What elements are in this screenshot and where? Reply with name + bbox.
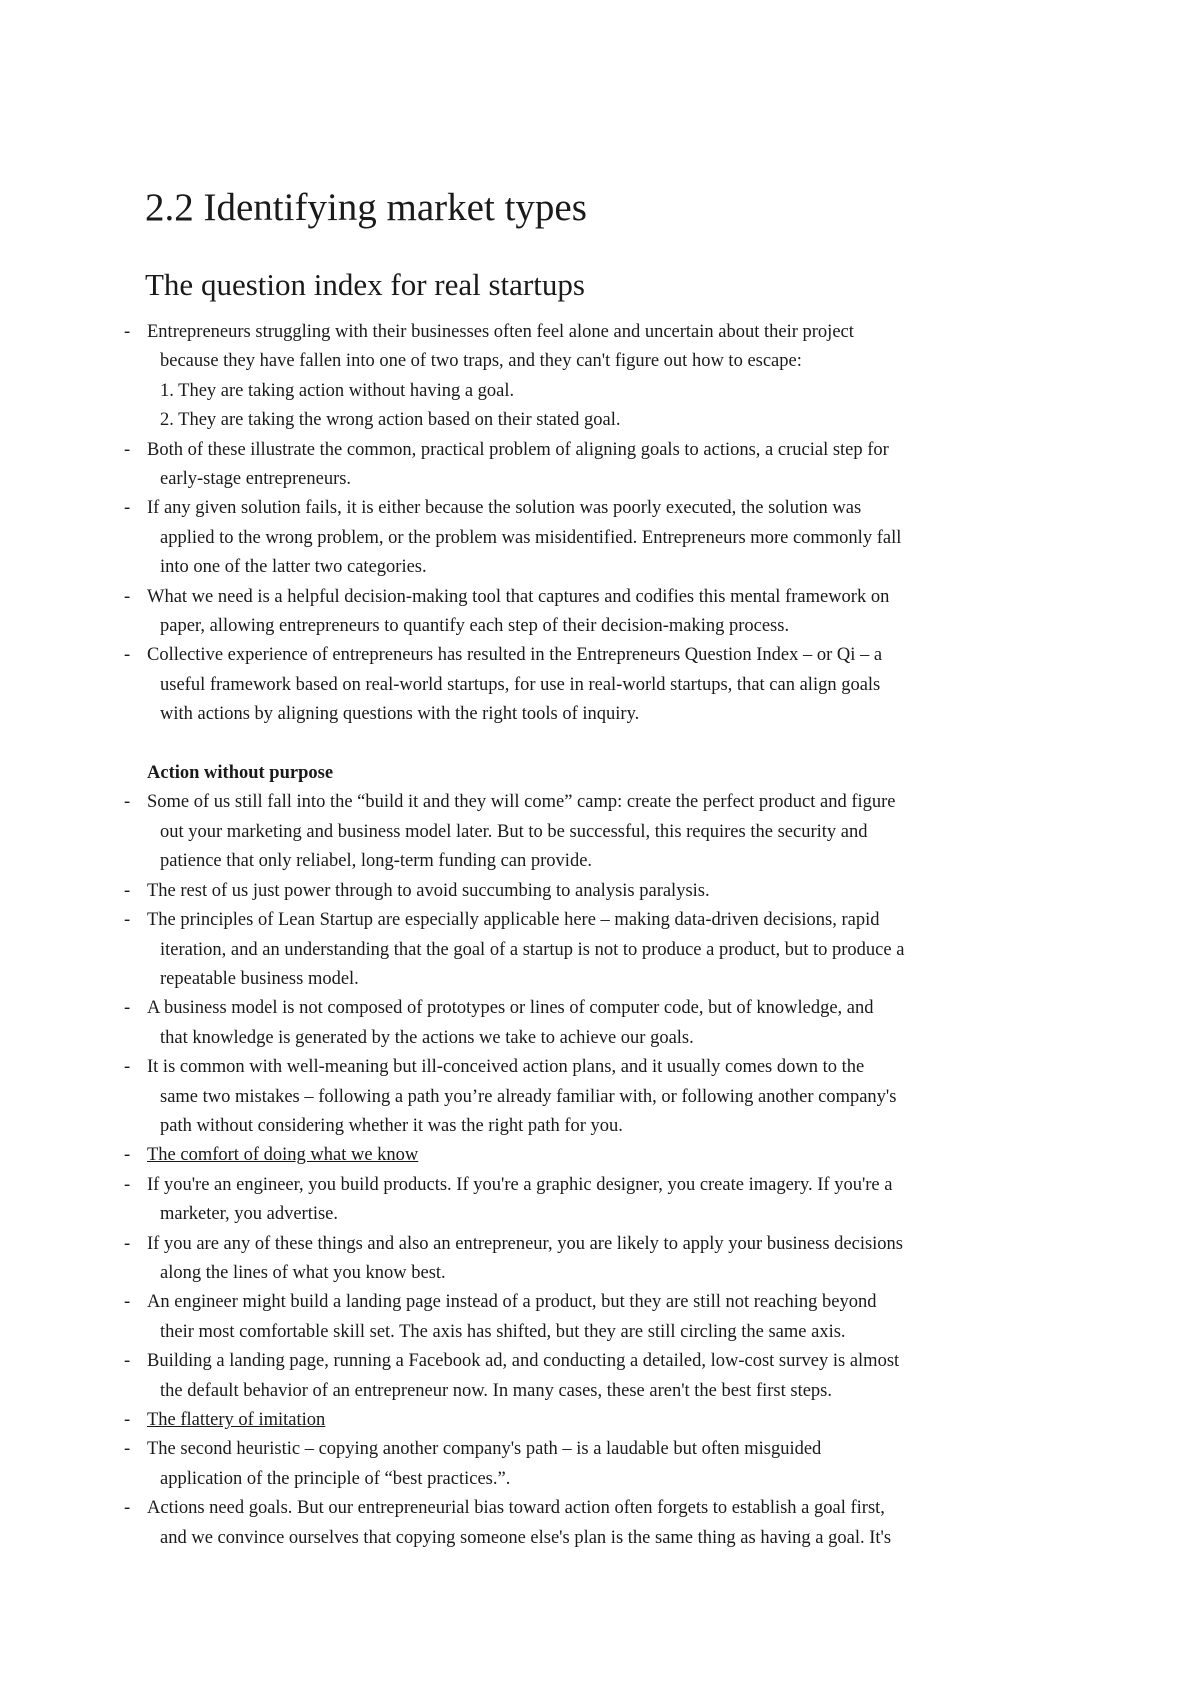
- bullet-item: [0, 877, 1200, 906]
- bullet-item: [0, 994, 1200, 1053]
- paragraph-gap: [0, 730, 1200, 759]
- bullet-line: 1. They are taking action without having a goal.: [160, 380, 515, 401]
- bullet-line: Actions need goals. But our entrepreneurial bias toward action often forgets to establish a goal first,: [147, 1498, 885, 1519]
- bullet-item: [0, 1171, 1200, 1230]
- bullet-item: [0, 641, 1200, 729]
- bullet-line: early-stage entrepreneurs.: [160, 469, 352, 490]
- bullet-item: [0, 1494, 1200, 1553]
- bullet-dash: -: [124, 1410, 131, 1431]
- bullet-dash: -: [124, 1351, 131, 1372]
- bullet-line: If any given solution fails, it is either because the solution was poorly executed, the solution was: [147, 498, 862, 519]
- bullet-line: patience that only reliabel, long-term funding can provide.: [160, 851, 593, 872]
- bullet-list-question-index: [0, 318, 1200, 730]
- bullet-line: A business model is not composed of prototypes or lines of computer code, but of knowledge, and: [147, 998, 874, 1019]
- bullet-dash: -: [124, 910, 131, 931]
- bullet-dash: -: [124, 792, 131, 813]
- subtitle: The question index for real startups: [145, 267, 585, 302]
- bullet-dash: -: [124, 498, 131, 519]
- bullet-line: into one of the latter two categories.: [160, 557, 427, 578]
- bullet-line: repeatable business model.: [160, 968, 359, 989]
- bullet-line: and we convince ourselves that copying someone else's plan is the same thing as having a goal. It's: [160, 1527, 892, 1548]
- bullet-line: along the lines of what you know best.: [160, 1262, 446, 1283]
- bullet-dash: -: [124, 1057, 131, 1078]
- bullet-line: The flattery of imitation: [147, 1410, 326, 1431]
- bullet-item: [0, 1347, 1200, 1406]
- bullet-line: If you're an engineer, you build products. If you're a graphic designer, you create imagery. If you're a: [147, 1174, 893, 1195]
- bullet-line: the default behavior of an entrepreneur now. In many cases, these aren't the best first steps.: [160, 1380, 832, 1401]
- bullet-item: [0, 1053, 1200, 1141]
- bullet-dash: -: [124, 1145, 131, 1166]
- bullet-line: iteration, and an understanding that the goal of a startup is not to produce a product, but to produce a: [160, 939, 905, 960]
- bullet-item: [0, 788, 1200, 876]
- bullet-line: Some of us still fall into the “build it and they will come” camp: create the perfect product and figure: [147, 792, 896, 813]
- bullet-line: An engineer might build a landing page instead of a product, but they are still not reaching beyond: [147, 1292, 877, 1313]
- bullet-dash: -: [124, 586, 131, 607]
- bullet-line: The principles of Lean Startup are especially applicable here – making data-driven decisions, rapid: [147, 910, 880, 931]
- bullet-line: same two mistakes – following a path you’re already familiar with, or following another company's: [160, 1086, 897, 1107]
- bullet-list-action-without-purpose: [0, 788, 1200, 1553]
- bullet-line: Entrepreneurs struggling with their businesses often feel alone and uncertain about their project: [147, 322, 854, 342]
- section-title: 2.2 Identifying market types: [145, 186, 587, 229]
- bullet-line: 2. They are taking the wrong action based on their stated goal.: [160, 410, 621, 431]
- bullet-item: [0, 436, 1200, 495]
- bullet-line: The second heuristic – copying another company's path – is a laudable but often misguided: [147, 1439, 822, 1460]
- bullet-item: [0, 494, 1200, 582]
- bullet-line: because they have fallen into one of two traps, and they can't figure out how to escape:: [160, 351, 802, 372]
- bullet-dash: -: [124, 1439, 131, 1460]
- bullet-dash: -: [124, 1292, 131, 1313]
- bullet-line: The rest of us just power through to avoid succumbing to analysis paralysis.: [147, 880, 710, 901]
- bullet-line: Collective experience of entrepreneurs has resulted in the Entrepreneurs Question Index – or Qi – a: [147, 645, 883, 666]
- bullet-dash: -: [124, 439, 131, 460]
- bullet-dash: -: [124, 998, 131, 1019]
- underlined-subheading-item: [0, 1406, 1200, 1435]
- bullet-dash: -: [124, 322, 131, 342]
- bullet-dash: -: [124, 880, 131, 901]
- document-body: [0, 318, 1200, 1553]
- bullet-dash: -: [124, 1174, 131, 1195]
- bullet-dash: -: [124, 645, 131, 666]
- bullet-line: If you are any of these things and also an entrepreneur, you are likely to apply your business decisions: [147, 1233, 904, 1254]
- bullet-line: useful framework based on real-world startups, for use in real-world startups, that can align goals: [160, 674, 881, 695]
- bullet-item: [0, 318, 1200, 436]
- bullet-line: paper, allowing entrepreneurs to quantify each step of their decision-making process.: [160, 616, 790, 637]
- bullet-dash: -: [124, 1233, 131, 1254]
- subheading-action-without-purpose: Action without purpose: [147, 763, 334, 784]
- bullet-item: [0, 1230, 1200, 1289]
- bullet-line: applied to the wrong problem, or the problem was misidentified. Entrepreneurs more commonly fall: [160, 527, 902, 548]
- bullet-line: It is common with well-meaning but ill-conceived action plans, and it usually comes down to the: [147, 1057, 865, 1078]
- bullet-line: The comfort of doing what we know: [147, 1145, 419, 1166]
- bullet-line: Both of these illustrate the common, practical problem of aligning goals to actions, a crucial step for: [147, 439, 889, 460]
- bullet-line: marketer, you advertise.: [160, 1204, 339, 1225]
- bullet-line: with actions by aligning questions with the right tools of inquiry.: [160, 704, 640, 725]
- bullet-line: their most comfortable skill set. The axis has shifted, but they are still circling the same axis.: [160, 1321, 846, 1342]
- bullet-line: What we need is a helpful decision-making tool that captures and codifies this mental framework on: [147, 586, 890, 607]
- bullet-dash: -: [124, 1498, 131, 1519]
- bullet-item: [0, 1435, 1200, 1494]
- bullet-item: [0, 1288, 1200, 1347]
- bullet-line: application of the principle of “best practices.”.: [160, 1468, 511, 1489]
- bullet-line: out your marketing and business model later. But to be successful, this requires the security and: [160, 821, 868, 842]
- bullet-line: Building a landing page, running a Facebook ad, and conducting a detailed, low-cost survey is almost: [147, 1351, 900, 1372]
- underlined-subheading-item: [0, 1141, 1200, 1170]
- bullet-item: [0, 583, 1200, 642]
- bullet-line: that knowledge is generated by the actions we take to achieve our goals.: [160, 1027, 694, 1048]
- bullet-line: path without considering whether it was the right path for you.: [160, 1115, 623, 1136]
- bullet-item: [0, 906, 1200, 994]
